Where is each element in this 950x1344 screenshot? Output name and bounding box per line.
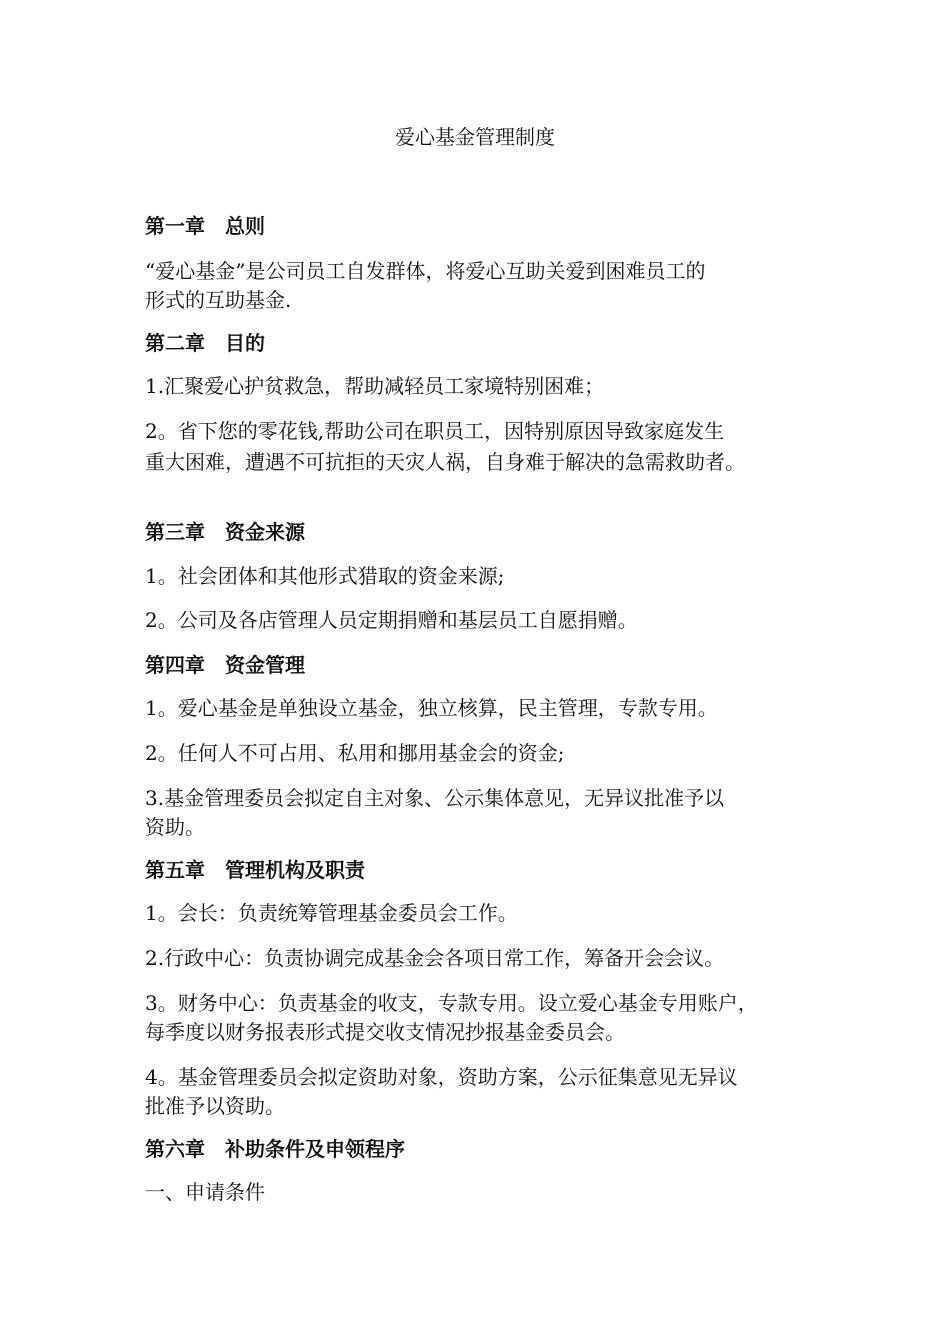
- chapter-5-item-2: 2.行政中心：负责协调完成基金会各项日常工作，筹备开会会议。: [145, 946, 725, 970]
- chapter-1-heading: 第一章 总则: [145, 214, 265, 238]
- chapter-4-item-1: 1。爱心基金是单独设立基金，独立核算，民主管理，专款专用。: [145, 696, 718, 720]
- chapter-5-item-3-line-1: 3。财务中心：负责基金的收支，专款专用。设立爱心基金专用账户，: [145, 991, 758, 1015]
- chapter-5-item-4-line-1: 4。基金管理委员会拟定资助对象，资助方案，公示征集意见无异议: [145, 1065, 738, 1089]
- document-title: 爱心基金管理制度: [395, 125, 555, 149]
- chapter-2-item-2-line-2: 重大困难，遭遇不可抗拒的天灾人祸，自身难于解决的急需救助者。: [145, 450, 745, 474]
- chapter-4-item-2: 2。任何人不可占用、私用和挪用基金会的资金;: [145, 741, 565, 765]
- chapter-4-heading: 第四章 资金管理: [145, 653, 305, 677]
- chapter-6-heading: 第六章 补助条件及申领程序: [145, 1137, 405, 1161]
- chapter-2-item-2-line-1: 2。省下您的零花钱,帮助公司在职员工，因特别原因导致家庭发生: [145, 419, 725, 443]
- chapter-6-item-1: 一、申请条件: [145, 1180, 265, 1204]
- chapter-3-heading: 第三章 资金来源: [145, 520, 305, 544]
- chapter-4-item-3-line-1: 3.基金管理委员会拟定自主对象、公示集体意见，无异议批准予以: [145, 786, 725, 810]
- chapter-3-item-1: 1。社会团体和其他形式猎取的资金来源;: [145, 564, 505, 588]
- chapter-4-item-3-line-2: 资助。: [145, 815, 205, 839]
- chapter-2-heading: 第二章 目的: [145, 331, 265, 355]
- chapter-5-item-4-line-2: 批准予以资助。: [145, 1094, 285, 1118]
- chapter-1-paragraph-line-1: “爱心基金”是公司员工自发群体，将爱心互助关爱到困难员工的: [145, 259, 706, 283]
- chapter-5-item-3-line-2: 每季度以财务报表形式提交收支情况抄报基金委员会。: [145, 1020, 625, 1044]
- chapter-5-item-1: 1。会长：负责统筹管理基金委员会工作。: [145, 901, 518, 925]
- chapter-1-paragraph-line-2: 形式的互助基金.: [145, 288, 292, 312]
- chapter-2-item-1: 1.汇聚爱心护贫救急，帮助减轻员工家境特别困难；: [145, 374, 605, 398]
- chapter-3-item-2: 2。公司及各店管理人员定期捐赠和基层员工自愿捐赠。: [145, 608, 638, 632]
- chapter-5-heading: 第五章 管理机构及职责: [145, 858, 365, 882]
